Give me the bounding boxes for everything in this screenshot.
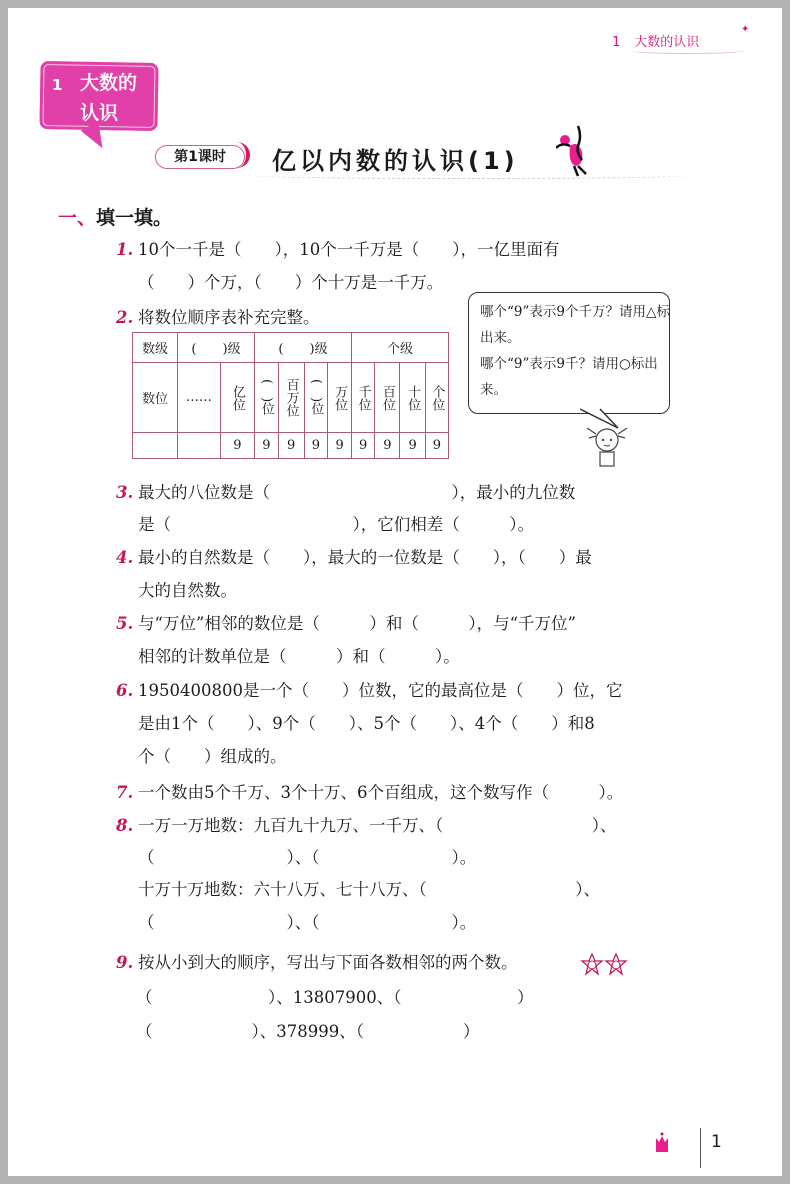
question-1-line-2: （ ）个万，（ ）个十万是一千万。 — [138, 273, 444, 292]
question-text: 10个一千是（ ），10个一千万是（ ），一亿里面有 — [138, 240, 560, 259]
question-7 — [116, 783, 623, 803]
table-cell: ( )位 — [304, 363, 328, 433]
table-cell: 9 — [304, 433, 328, 459]
question-number: 3. — [116, 483, 134, 502]
question-number: 6. — [116, 681, 134, 700]
table-cell: 十位 — [400, 363, 425, 433]
question-text: 按从小到大的顺序，写出与下面各数相邻的两个数。 — [138, 953, 518, 972]
difficulty-flowers-icon — [580, 952, 630, 978]
question-4-line-2: 大的自然数。 — [138, 581, 237, 600]
question-number: 9. — [116, 953, 134, 972]
table-cell: 9 — [425, 433, 448, 459]
question-number: 7. — [116, 783, 134, 802]
table-cell — [133, 433, 178, 459]
question-text: 一个数由5个千万、3个十万、6个百组成，这个数写作（ ）。 — [138, 783, 624, 802]
sparkle-icon: ✦ — [741, 24, 750, 35]
table-cell: 千位 — [352, 363, 375, 433]
section-heading — [58, 203, 172, 230]
question-number: 2. — [116, 308, 134, 327]
table-cell: 9 — [400, 433, 425, 459]
question-text: 1950400800是一个（ ）位数，它的最高位是（ ）位，它 — [138, 681, 623, 700]
question-text: 与“万位”相邻的数位是（ ）和（ ），与“千万位” — [138, 614, 576, 633]
question-1 — [116, 240, 560, 260]
section-title: 填一填。 — [96, 207, 173, 229]
dancer-icon — [556, 124, 606, 180]
bubble-line: 哪个“9”表示9个千万？请用△标出来。 — [480, 304, 670, 346]
table-cell: 数级 — [133, 333, 178, 363]
table-cell: 个级 — [352, 333, 449, 363]
lesson-badge: 第1课时 — [155, 145, 245, 169]
question-number: 4. — [116, 548, 134, 567]
question-2 — [116, 308, 320, 328]
question-text: 最大的八位数是（ ），最小的九位数 — [138, 483, 576, 502]
place-value-table — [132, 332, 449, 459]
table-cell: 9 — [255, 433, 279, 459]
question-8-line-3: 十万十万地数：六十八万、七十八万、（ ）、 — [138, 880, 600, 899]
girl-character-icon — [585, 418, 631, 470]
table-cell: ( )级 — [255, 333, 352, 363]
unit-number: 1 — [52, 76, 63, 94]
crown-icon — [654, 1132, 670, 1154]
table-cell: 9 — [220, 433, 254, 459]
table-cell: 9 — [352, 433, 375, 459]
question-3-line-2: 是（ ），它们相差（ ）。 — [138, 515, 534, 534]
table-cell: 9 — [328, 433, 352, 459]
question-8-line-4: （ ）、（ ）。 — [138, 913, 477, 932]
lesson-title: 亿以内数的认识(1) — [272, 147, 519, 175]
table-cell: 万位 — [328, 363, 352, 433]
table-cell: 百位 — [375, 363, 400, 433]
running-chapter-num: 1 — [612, 35, 621, 50]
question-number: 1. — [116, 240, 134, 259]
question-number: 5. — [116, 614, 134, 633]
question-6 — [116, 681, 622, 701]
question-4 — [116, 548, 592, 568]
question-number: 8. — [116, 816, 134, 835]
table-cell: …… — [178, 363, 221, 433]
question-8-line-2: （ ）、（ ）。 — [138, 848, 477, 867]
question-5 — [116, 614, 576, 634]
question-text: 最小的自然数是（ ），最大的一位数是（ ），（ ）最 — [138, 548, 592, 567]
question-3 — [116, 483, 575, 503]
table-cell: ( )位 — [255, 363, 279, 433]
lesson-title-underline — [250, 172, 690, 179]
question-6-line-3: 个（ ）组成的。 — [138, 747, 287, 766]
table-cell: 亿位 — [220, 363, 254, 433]
table-cell: 9 — [375, 433, 400, 459]
question-text: 将数位顺序表补充完整。 — [138, 308, 320, 327]
question-text: 一万一万地数：九百九十九万、一千万、（ ）、 — [138, 816, 617, 835]
table-cell: ( )级 — [178, 333, 255, 363]
running-chapter-title: 大数的认识 — [634, 35, 700, 50]
question-9-line-2: （ ）、13807900、（ ） — [136, 988, 534, 1007]
question-9 — [116, 953, 518, 973]
page-number: 1 — [711, 1132, 722, 1152]
question-9-line-3: （ ）、378999、（ ） — [136, 1022, 480, 1041]
table-cell: 数位 — [133, 363, 178, 433]
bubble-line: 哪个“9”表示9千？请用○标出来。 — [480, 356, 658, 398]
question-5-line-2: 相邻的计数单位是（ ）和（ ）。 — [138, 647, 460, 666]
footer-divider — [700, 1128, 701, 1168]
question-6-line-2: 是由1个（ ）、9个（ ）、5个（ ）、4个（ ）和8 — [138, 714, 595, 733]
table-cell — [178, 433, 221, 459]
table-cell: 个位 — [425, 363, 448, 433]
running-header-underline — [630, 47, 745, 54]
table-cell: 9 — [278, 433, 304, 459]
question-8 — [116, 816, 617, 836]
section-number: 一、 — [58, 207, 97, 229]
table-cell: 百万位 — [278, 363, 304, 433]
speech-bubble-text — [480, 299, 670, 403]
unit-title: 大数的认识 — [80, 72, 138, 124]
